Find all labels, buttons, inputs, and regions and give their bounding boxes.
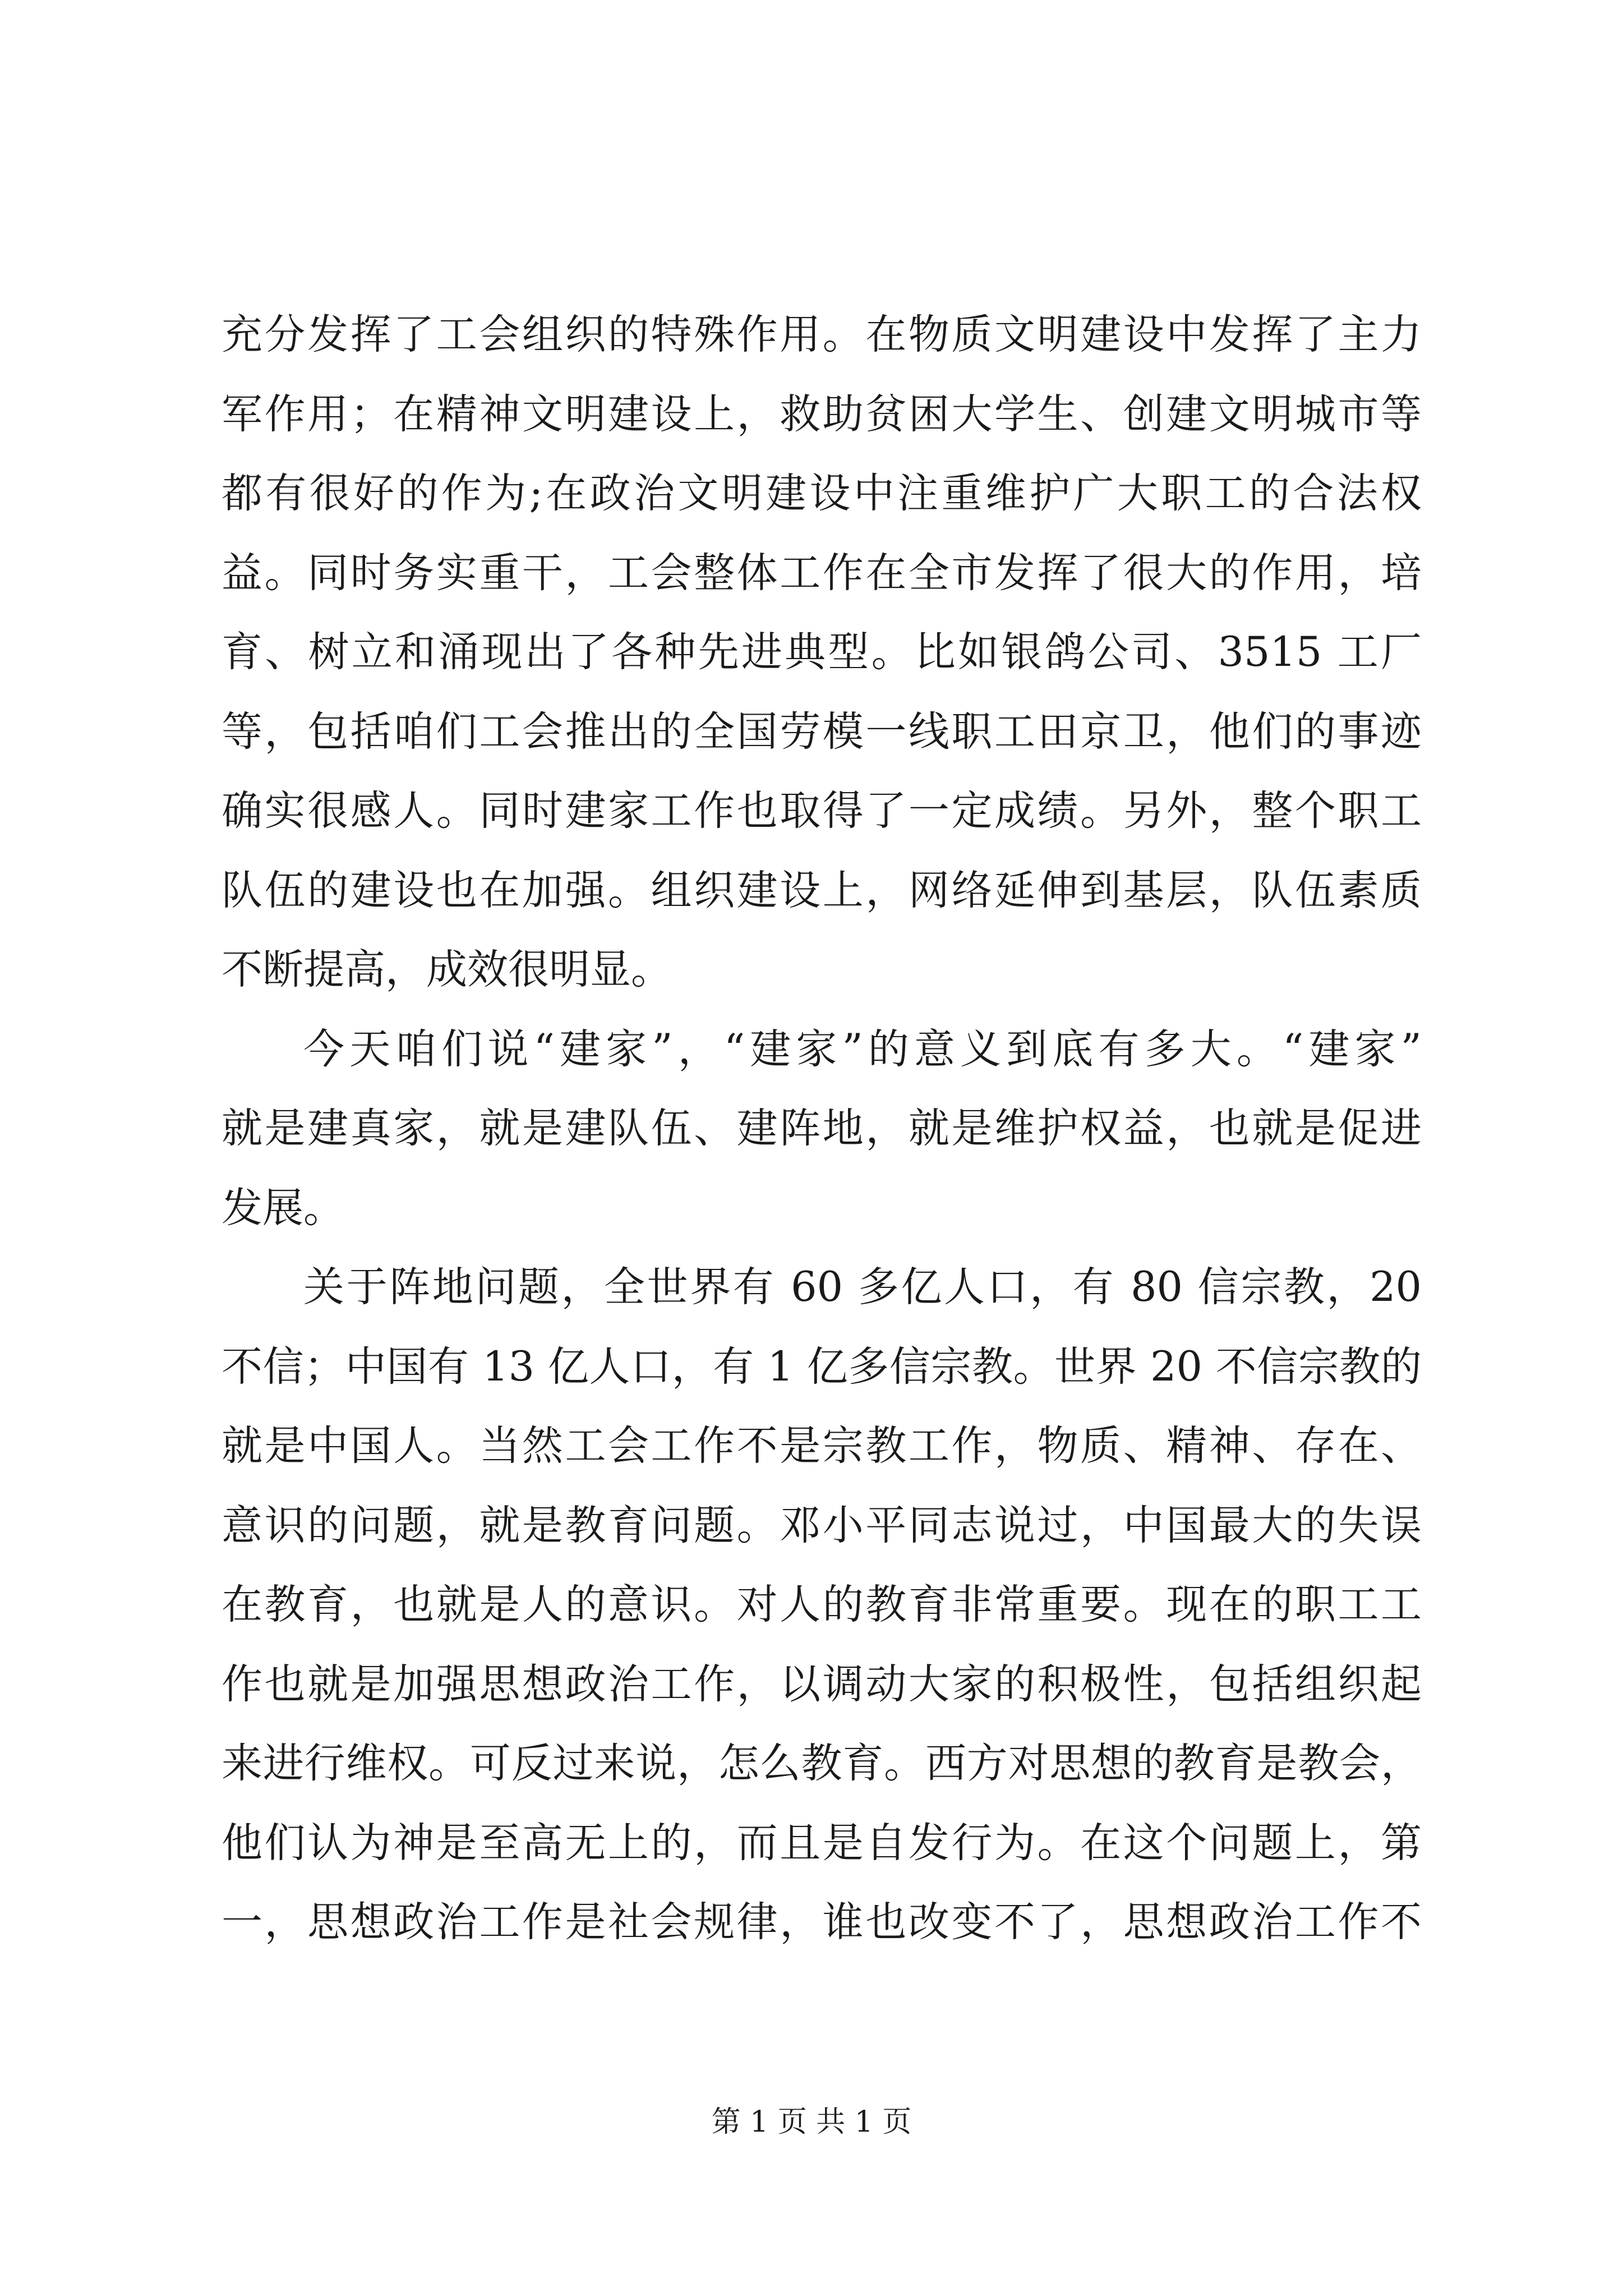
text-line: 作也就是加强思想政治工作，以调动大家的积极性，包括组织起 [222, 1660, 1422, 1708]
text-line: 关于阵地问题，全世界有 60 多亿人口，有 80 信宗教，20 [303, 1263, 1422, 1311]
document-body [222, 295, 1422, 1962]
text-line: 不信；中国有 13 亿人口，有 1 亿多信宗教。世界 20 不信宗教的 [222, 1342, 1422, 1391]
page-footer: 第 1 页 共 1 页 [711, 2105, 912, 2139]
text-line: 等，包括咱们工会推出的全国劳模一线职工田京卫，他们的事迹 [222, 707, 1422, 756]
text-line: 发展。 [222, 1184, 344, 1232]
text-line: 军作用；在精神文明建设上，救助贫困大学生、创建文明城市等 [222, 390, 1422, 438]
text-line: 今天咱们说“建家”，“建家”的意义到底有多大。“建家” [303, 1025, 1422, 1073]
text-line: 都有很好的作为;在政治文明建设中注重维护广大职工的合法权 [222, 470, 1422, 517]
text-line: 就是建真家，就是建队伍、建阵地，就是维护权益，也就是促进 [222, 1105, 1422, 1152]
text-line: 就是中国人。当然工会工作不是宗教工作，物质、精神、存在、 [222, 1422, 1422, 1470]
text-line: 育、树立和涌现出了各种先进典型。比如银鸽公司、3515 工厂 [222, 628, 1422, 676]
text-line: 在教育，也就是人的意识。对人的教育非常重要。现在的职工工 [222, 1581, 1422, 1628]
text-line: 意识的问题，就是教育问题。邓小平同志说过，中国最大的失误 [222, 1501, 1422, 1549]
text-line: 确实很感人。同时建家工作也取得了一定成绩。另外，整个职工 [222, 787, 1422, 835]
text-line: 充分发挥了工会组织的特殊作用。在物质文明建设中发挥了主力 [222, 311, 1422, 358]
text-line: 不断提高，成效很明显。 [222, 946, 672, 993]
text-line: 一，思想政治工作是社会规律，谁也改变不了，思想政治工作不 [222, 1898, 1422, 1946]
paragraph-3 [222, 1248, 1422, 1962]
text-line: 来进行维权。可反过来说，怎么教育。西方对思想的教育是教会， [222, 1740, 1422, 1787]
paragraph-1 [222, 295, 1422, 1010]
paragraph-2 [222, 1010, 1422, 1248]
text-line: 队伍的建设也在加强。组织建设上，网络延伸到基层，队伍素质 [222, 866, 1422, 914]
text-line: 他们认为神是至高无上的，而且是自发行为。在这个问题上，第 [222, 1819, 1422, 1867]
text-line: 益。同时务实重干，工会整体工作在全市发挥了很大的作用，培 [222, 549, 1422, 597]
